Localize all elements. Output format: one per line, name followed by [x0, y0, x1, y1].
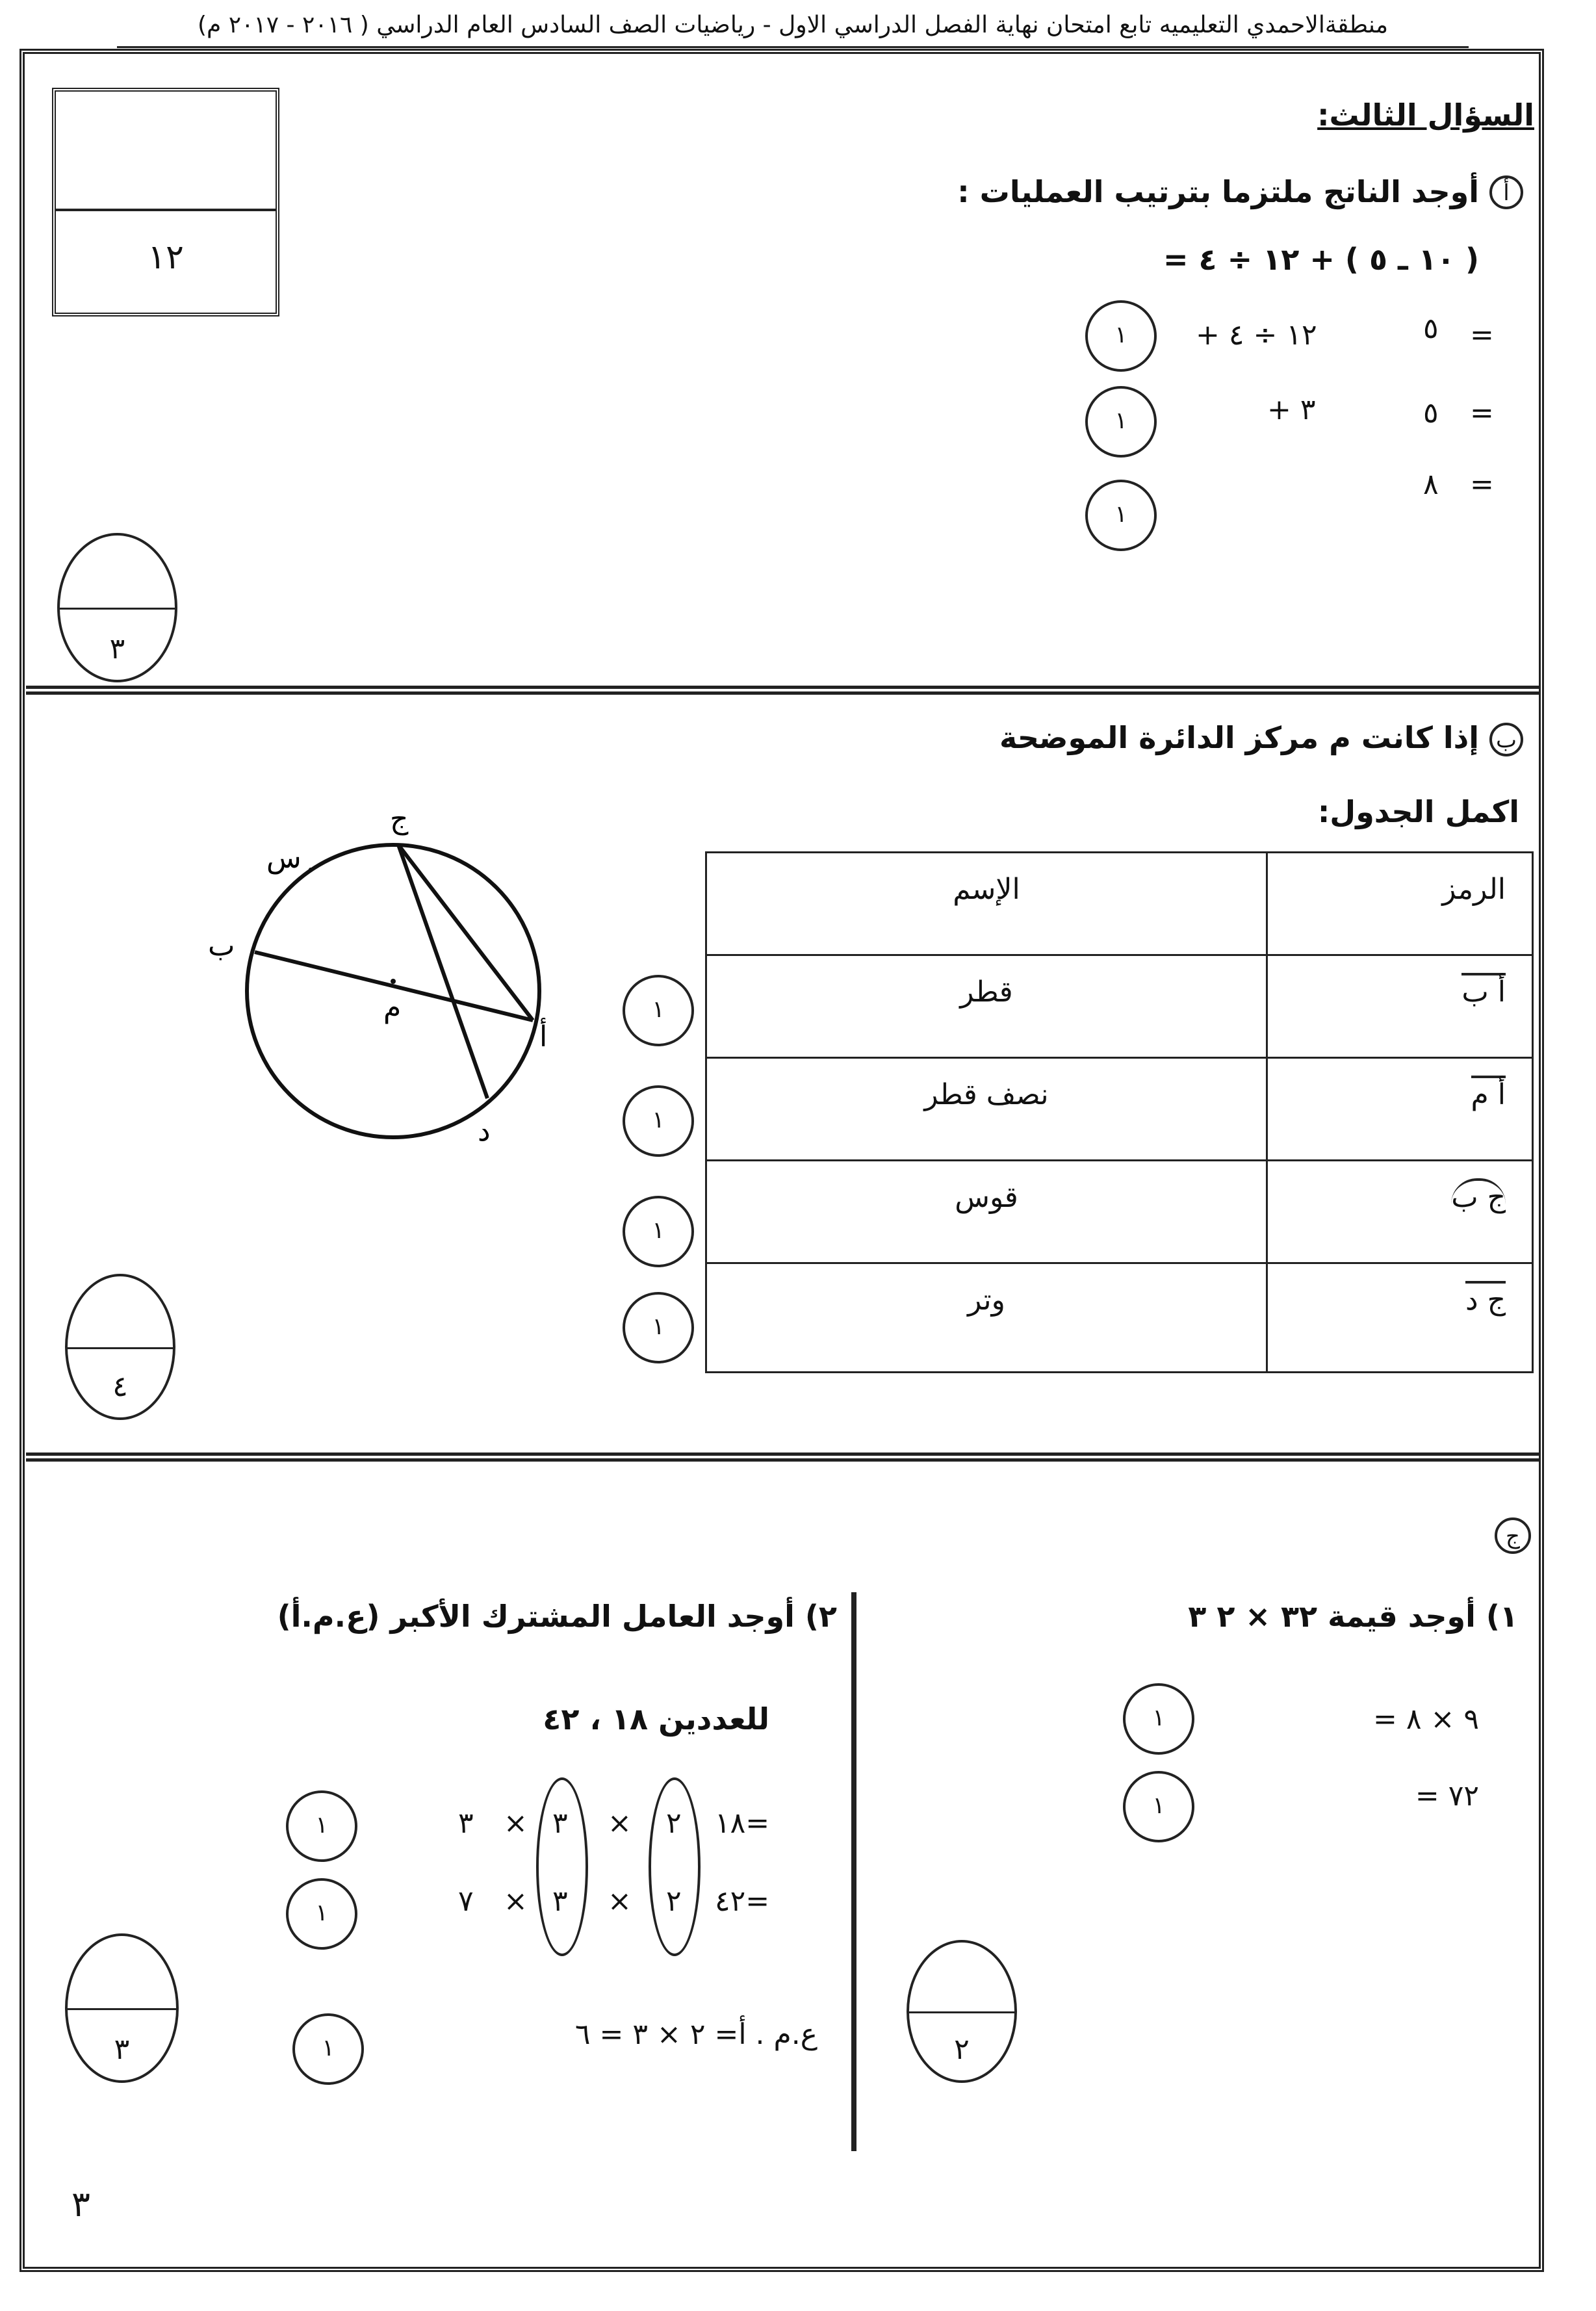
part-b-label: ب: [1489, 723, 1523, 756]
column-divider: [851, 1592, 856, 2151]
common-factor-oval: [649, 1777, 701, 1956]
part-b-prompt: إذا كانت م مركز الدائرة الموضحة: [999, 720, 1479, 755]
step-expression: + ١٢ ÷ ٤: [1196, 318, 1317, 352]
point-label-j: ج: [390, 803, 409, 836]
times-sign: ×: [504, 1807, 528, 1840]
mark-circle: ١: [1085, 480, 1157, 551]
part-b-score: ٤: [112, 1370, 128, 1403]
q1-score-oval: [907, 1940, 1017, 2083]
q2-row2-factor: ٣: [552, 1885, 568, 1918]
q2-row2-factor: ٧: [458, 1885, 474, 1918]
common-factor-oval: [536, 1777, 588, 1956]
part-a-score: ٣: [109, 632, 125, 665]
table-cell-name: نصف قطر: [706, 1058, 1267, 1161]
mark-circle: ١: [1123, 1683, 1194, 1755]
table-header-name: الإسم: [706, 853, 1267, 955]
table-cell-symbol: ج ب: [1267, 1161, 1533, 1263]
point-label-a: أ: [539, 1020, 548, 1053]
part-b-instruction: اكمل الجدول:: [1317, 794, 1519, 829]
table-header-symbol: الرمز: [1267, 853, 1533, 955]
q2-prompt: ٢) أوجد العامل المشترك الأكبر (ع.م.أ): [277, 1599, 837, 1634]
step-value: ٥: [1423, 396, 1439, 430]
mark-circle: ١: [623, 1292, 694, 1363]
q2-row2-factor: ٢: [666, 1885, 682, 1918]
part-a-score-oval: [57, 533, 177, 682]
point-label-m: م: [383, 991, 402, 1024]
q2-row1-factor: ٢: [666, 1807, 682, 1840]
table-cell-symbol: أ م: [1267, 1058, 1533, 1161]
section-divider: [26, 686, 1540, 695]
step-value: ٥: [1423, 312, 1439, 345]
q2-score: ٣: [114, 2033, 130, 2066]
total-score-box: [52, 88, 279, 316]
part-a-prompt: أوجد الناتج ملتزما بترتيب العمليات :: [957, 174, 1479, 209]
table-cell-name: قطر: [706, 955, 1267, 1058]
q1-line2: = ٧٢: [1415, 1779, 1479, 1813]
q1-prompt: ١) أوجد قيمة ٣٢ × ٢ ٣: [1188, 1599, 1518, 1634]
eq-sign: =: [1470, 468, 1494, 501]
q1-score: ٢: [954, 2033, 970, 2066]
mark-circle: ١: [286, 1790, 357, 1862]
part-a-expression: ( ١٠ ـ ٥ ) + ١٢ ÷ ٤ =: [1163, 242, 1479, 277]
step-value: ٨: [1423, 468, 1439, 501]
part-c-label: ج: [1495, 1517, 1531, 1554]
q2-score-oval: [65, 1933, 179, 2083]
q2-row1-number: ١٨=: [715, 1807, 770, 1840]
mark-circle: ١: [623, 1085, 694, 1157]
table-cell-symbol: ج د: [1267, 1263, 1533, 1373]
mark-circle: ١: [1085, 300, 1157, 372]
times-sign: ×: [504, 1885, 528, 1918]
page-number: ٣: [71, 2184, 91, 2225]
mark-circle: ١: [1085, 386, 1157, 458]
mark-circle: ١: [623, 975, 694, 1046]
times-sign: ×: [608, 1885, 632, 1918]
circle-diagram: [195, 793, 611, 1183]
q2-row1-factor: ٣: [552, 1807, 568, 1840]
point-label-s: س: [266, 842, 302, 875]
q2-numbers: للعددين ١٨ ، ٤٢: [543, 1701, 769, 1736]
table-cell-name: قوس: [706, 1161, 1267, 1263]
times-sign: ×: [608, 1807, 632, 1840]
section-divider: [26, 1452, 1540, 1462]
part-b-score-oval: [65, 1274, 175, 1420]
question-title: السؤال الثالث:: [1317, 97, 1534, 133]
step-expression: + ٣: [1267, 393, 1316, 426]
eq-sign: =: [1470, 396, 1494, 430]
eq-sign: =: [1470, 318, 1494, 352]
table-cell-symbol: أ ب: [1267, 955, 1533, 1058]
q1-line1: = ٩ × ٨: [1373, 1703, 1479, 1736]
total-score: ١٢: [148, 238, 184, 277]
q2-result: ع.م . أ= ٢ × ٣ = ٦: [574, 2018, 817, 2051]
mark-circle: ١: [292, 2013, 364, 2085]
q2-row2-number: ٤٢=: [715, 1885, 770, 1918]
q2-row1-factor: ٣: [458, 1807, 474, 1840]
page-header: منطقةالاحمدي التعليميه تابع امتحان نهاية الفصل الدراسي الاول - رياضيات الصف السادس العام الدراسي ( ٢٠١٦ - ٢٠١٧ م): [117, 12, 1469, 48]
part-a-label: أ: [1489, 175, 1523, 209]
table-cell-name: وتر: [706, 1263, 1267, 1373]
mark-circle: ١: [623, 1196, 694, 1267]
circle-parts-table: [705, 851, 1534, 1373]
point-label-b: ب: [208, 929, 235, 962]
mark-circle: ١: [1123, 1771, 1194, 1842]
point-label-d: د: [478, 1115, 491, 1148]
mark-circle: ١: [286, 1878, 357, 1950]
